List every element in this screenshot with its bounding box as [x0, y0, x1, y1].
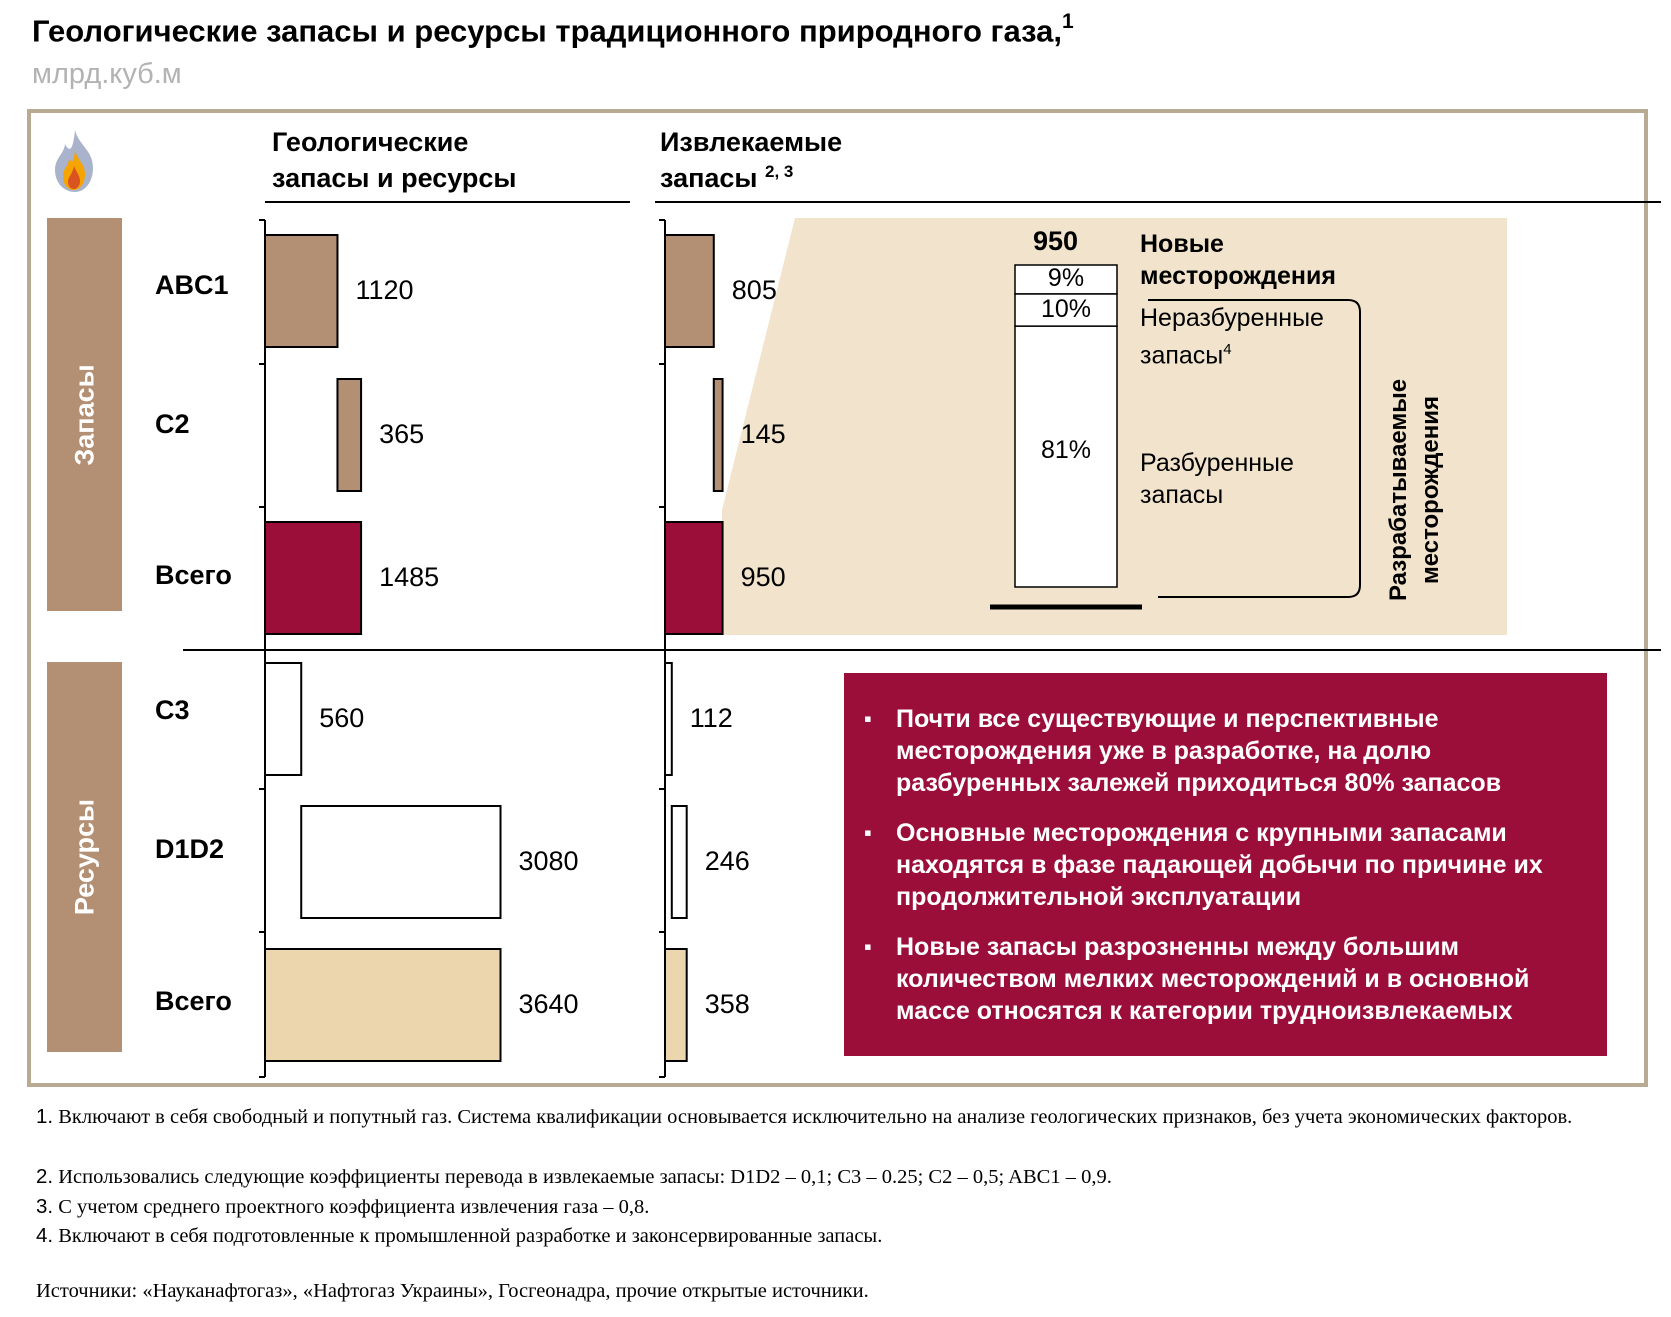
value-label: 358 [704, 989, 750, 1019]
finding-item: ▪ Почти все существующие и перспективные месторождения уже в разработке, на долю разбуренных залежей приходиться 80% запасов [864, 703, 1587, 799]
row-label-abc1: ABC1 [155, 270, 229, 300]
bar-geological-2 [265, 522, 361, 634]
row-label-c3: C3 [155, 695, 190, 725]
footnote-1: 1. Включают в себя свободный и попутный газ. Система квалификации основывается исключительно на анализе геологических признаков, без учета экономических факторов. [36, 1105, 1573, 1128]
value-label: 365 [379, 419, 425, 449]
sources-note: Источники: «Науканафтогаз», «Нафтогаз Украины», Госгеонадра, прочие открытые источники. [36, 1280, 869, 1302]
value-label: 805 [731, 275, 777, 305]
bar-recoverable-1 [714, 379, 723, 491]
bar-geological-3 [265, 663, 301, 775]
stack-pct-label: 9% [1047, 264, 1085, 293]
page-title: Геологические запасы и ресурсы традиционного природного газа,$^1$ [32, 10, 1074, 49]
value-label: 950 [740, 562, 786, 592]
side-label-reserves: Запасы [47, 218, 122, 611]
footnote-2: 2. Использовались следующие коэффициенты перевода в извлекаемые запасы: D1D2 – 0,1; C3 – 0.25; C2 – 0,5; ABC1 – 0,9. [36, 1165, 1112, 1188]
bar-recoverable-2 [665, 522, 723, 634]
row-label-resources-total: Всего [155, 986, 232, 1016]
stack-total-label: 950 [1033, 226, 1079, 256]
footnote-4: 4. Включают в себя подготовленные к промышленной разработке и законсервированные запасы. [36, 1224, 883, 1247]
header-geological: Геологические запасы и ресурсы [272, 127, 517, 193]
header-recoverable: Извлекаемые запасы $^{2, 3}$ [660, 127, 843, 193]
new-fields-label: Новые месторождения [1140, 230, 1336, 290]
bar-recoverable-4 [672, 806, 687, 918]
bar-geological-5 [265, 949, 501, 1061]
row-label-c2: C2 [155, 409, 190, 439]
undrilled-label: Неразбуренные запасы$^4$ [1140, 304, 1324, 370]
bar-recoverable-3 [665, 663, 672, 775]
value-label: 1120 [355, 275, 414, 305]
bar-recoverable-5 [665, 949, 687, 1061]
stack-pct-label: 10% [1040, 295, 1092, 324]
side-label-resources: Ресурсы [47, 662, 122, 1052]
bar-geological-1 [337, 379, 361, 491]
flame-icon [55, 130, 93, 192]
bar-geological-0 [265, 235, 337, 347]
value-label: 3080 [518, 846, 579, 876]
row-label-d1d2: D1D2 [155, 834, 225, 864]
key-findings-box [844, 673, 1607, 1056]
value-label: 246 [704, 846, 750, 876]
value-label: 112 [689, 703, 733, 733]
value-label: 1485 [379, 562, 440, 592]
bar-recoverable-0 [665, 235, 714, 347]
drilled-label: Разбуренные запасы [1140, 449, 1294, 509]
value-label: 560 [319, 703, 365, 733]
developed-fields-label: Разрабатываемые месторождения [1385, 378, 1444, 602]
finding-item: ▪ Новые запасы разрозненны между большим количеством мелких месторождений и в основной массе относятся к категории трудноизвлекаемых [864, 931, 1587, 1027]
stack-pct-label: 81% [1040, 436, 1092, 465]
footnote-3: 3. С учетом среднего проектного коэффициента извлечения газа – 0,8. [36, 1195, 650, 1218]
row-label-reserves-total: Всего [155, 560, 232, 590]
bar-geological-4 [301, 806, 500, 918]
value-label: 145 [740, 419, 786, 449]
unit-subtitle: млрд.куб.м [32, 58, 182, 90]
finding-item: ▪ Основные месторождения с крупными запасами находятся в фазе падающей добычи по причине их продолжительной эксплуатации [864, 817, 1587, 913]
value-label: 3640 [518, 989, 579, 1019]
